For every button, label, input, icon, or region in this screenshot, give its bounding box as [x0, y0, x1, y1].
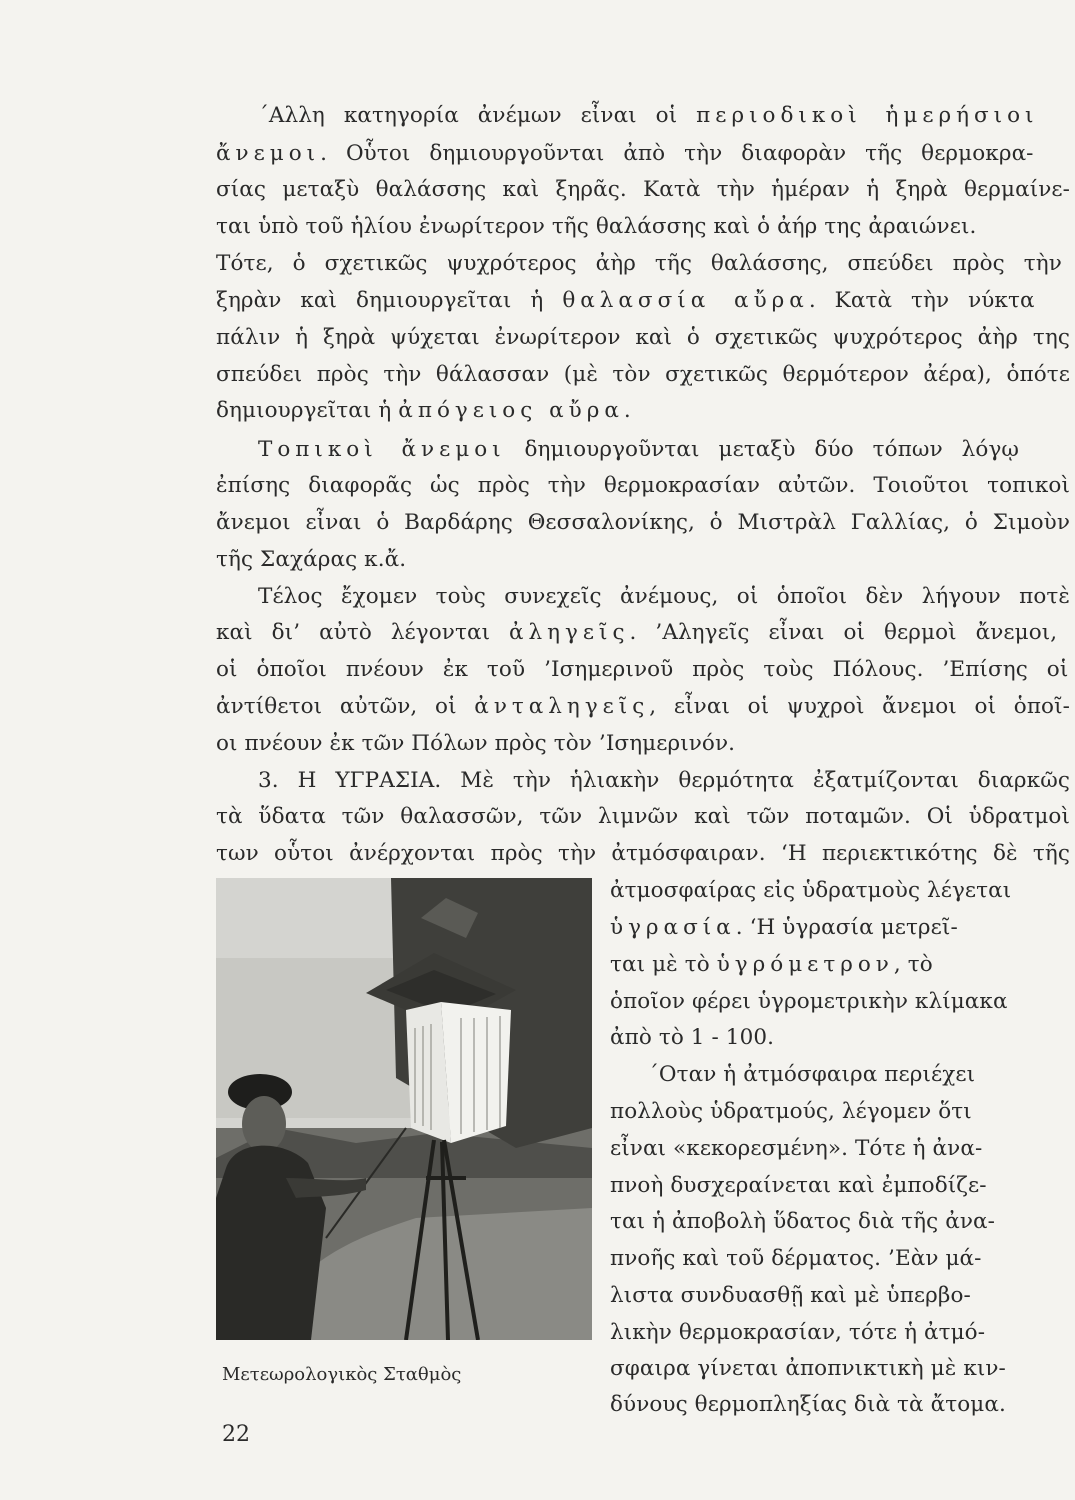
- text-line: λικὴν θερμοκρασίαν, τότε ἡ ἀτμό-: [610, 1320, 986, 1345]
- text-line: πολλοὺς ὑδρατμούς, λέγομεν ὅτι: [610, 1099, 972, 1124]
- text-line: Τοπικοὶ ἄνεμοι δημιουργοῦνται μεταξὺ δύο τόπων λόγῳ: [258, 437, 1020, 462]
- text-line: ἀτμοσφαίρας εἰς ὑδρατμοὺς λέγεται: [610, 878, 1012, 903]
- text-line: τῆς Σαχάρας κ.ἄ.: [216, 547, 407, 572]
- text-line: Τέλος ἔχομεν τοὺς συνεχεῖς ἀνέμους, οἱ ὁποῖοι δὲν λήγουν ποτὲ: [258, 584, 1070, 609]
- text-line: ἀπὸ τὸ 1 - 100.: [610, 1025, 775, 1050]
- text-line: εἶναι «κεκορεσμένη». Τότε ἡ ἀνα-: [610, 1136, 983, 1161]
- weather-station-photo: [216, 878, 592, 1340]
- text-line: ἄνεμοι εἶναι ὁ Βαρδάρης Θεσσαλονίκης, ὁ Μιστρὰλ Γαλλίας, ὁ Σιμοὺν: [216, 510, 1070, 535]
- text-line: οι πνέουν ἐκ τῶν Πόλων πρὸς τὸν ’Ισημερινόν.: [216, 731, 736, 756]
- text-line: ται μὲ τὸ ὑγρόμετρον, τὸ: [610, 952, 933, 977]
- text-line: πάλιν ἡ ξηρὰ ψύχεται ἐνωρίτερον καὶ ὁ σχετικῶς ψυχρότερος ἀὴρ της: [216, 325, 1070, 350]
- text-line: τὰ ὕδατα τῶν θαλασσῶν, τῶν λιμνῶν καὶ τῶν ποταμῶν. Οἱ ὑδρατμοὶ: [216, 804, 1070, 829]
- text-line: καὶ δι’ αὐτὸ λέγονται ἀληγεῖς. ’Αληγεῖς εἶναι οἱ θερμοὶ ἄνεμοι,: [216, 620, 1058, 645]
- text-line: σίας μεταξὺ θαλάσσης καὶ ξηρᾶς. Κατὰ τὴν ἡμέραν ἡ ξηρὰ θερμαίνε-: [216, 177, 1070, 202]
- text-line: ἄνεμοι. Οὗτοι δημιουργοῦνται ἀπὸ τὴν διαφορὰν τῆς θερμοκρα-: [216, 141, 1034, 166]
- section-heading-line: 3. Η ΥΓΡΑΣΙΑ. Μὲ τὴν ἡλιακὴν θερμότητα ἐξατμίζονται διαρκῶς: [258, 768, 1070, 793]
- text-line: οἱ ὁποῖοι πνέουν ἐκ τοῦ ’Ισημερινοῦ πρὸς τοὺς Πόλους. ’Επίσης οἱ: [216, 657, 1069, 682]
- text-line: πνοῆς καὶ τοῦ δέρματος. ’Εὰν μά-: [610, 1246, 982, 1271]
- page-number: 22: [222, 1422, 250, 1447]
- text-line: ΄Αλλη κατηγορία ἀνέμων εἶναι οἱ περιοδικοὶ ἡμερήσιοι: [258, 103, 1039, 128]
- text-line: των οὗτοι ἀνέρχονται πρὸς τὴν ἀτμόσφαιραν. ‘Η περιεκτικότης δὲ τῆς: [216, 841, 1070, 866]
- text-line: ξηρὰν καὶ δημιουργεῖται ἡ θαλασσία αὔρα. Κατὰ τὴν νύκτα: [216, 288, 1035, 313]
- text-line: δύνους θερμοπληξίας διὰ τὰ ἄτομα.: [610, 1392, 1006, 1417]
- text-line: ἐπίσης διαφορᾶς ὡς πρὸς τὴν θερμοκρασίαν αὐτῶν. Τοιοῦτοι τοπικοὶ: [216, 473, 1070, 498]
- text-line: ΄Οταν ἡ ἀτμόσφαιρα περιέχει: [648, 1062, 976, 1087]
- text-line: ὁποῖον φέρει ὑγρομετρικὴν κλίμακα: [610, 989, 1008, 1014]
- text-line: Τότε, ὁ σχετικῶς ψυχρότερος ἀὴρ τῆς θαλάσσης, σπεύδει πρὸς τὴν: [216, 251, 1062, 276]
- text-line: σφαιρα γίνεται ἀποπνικτικὴ μὲ κιν-: [610, 1356, 1006, 1381]
- text-line: δημιουργεῖται ἡ ἀπόγειος αὔρα.: [216, 398, 631, 423]
- text-line: ἀντίθετοι αὐτῶν, οἱ ἀνταληγεῖς, εἶναι οἱ ψυχροὶ ἄνεμοι οἱ ὁποῖ-: [216, 694, 1070, 719]
- photo-caption: Μετεωρολογικὸς Σταθμὸς: [222, 1364, 462, 1385]
- text-line: ται ἡ ἀποβολὴ ὕδατος διὰ τῆς ἀνα-: [610, 1209, 995, 1234]
- text-line: ται ὑπὸ τοῦ ἡλίου ἐνωρίτερον τῆς θαλάσσης καὶ ὁ ἀήρ της ἀραιώνει.: [216, 214, 977, 239]
- text-line: πνοὴ δυσχεραίνεται καὶ ἐμποδίζε-: [610, 1173, 987, 1198]
- text-line: λιστα συνδυασθῇ καὶ μὲ ὑπερβο-: [610, 1283, 971, 1308]
- text-line: ὑγρασία. ‘Η ὑγρασία μετρεῖ-: [610, 915, 958, 940]
- text-line: σπεύδει πρὸς τὴν θάλασσαν (μὲ τὸν σχετικῶς θερμότερον ἀέρα), ὁπότε: [216, 362, 1070, 387]
